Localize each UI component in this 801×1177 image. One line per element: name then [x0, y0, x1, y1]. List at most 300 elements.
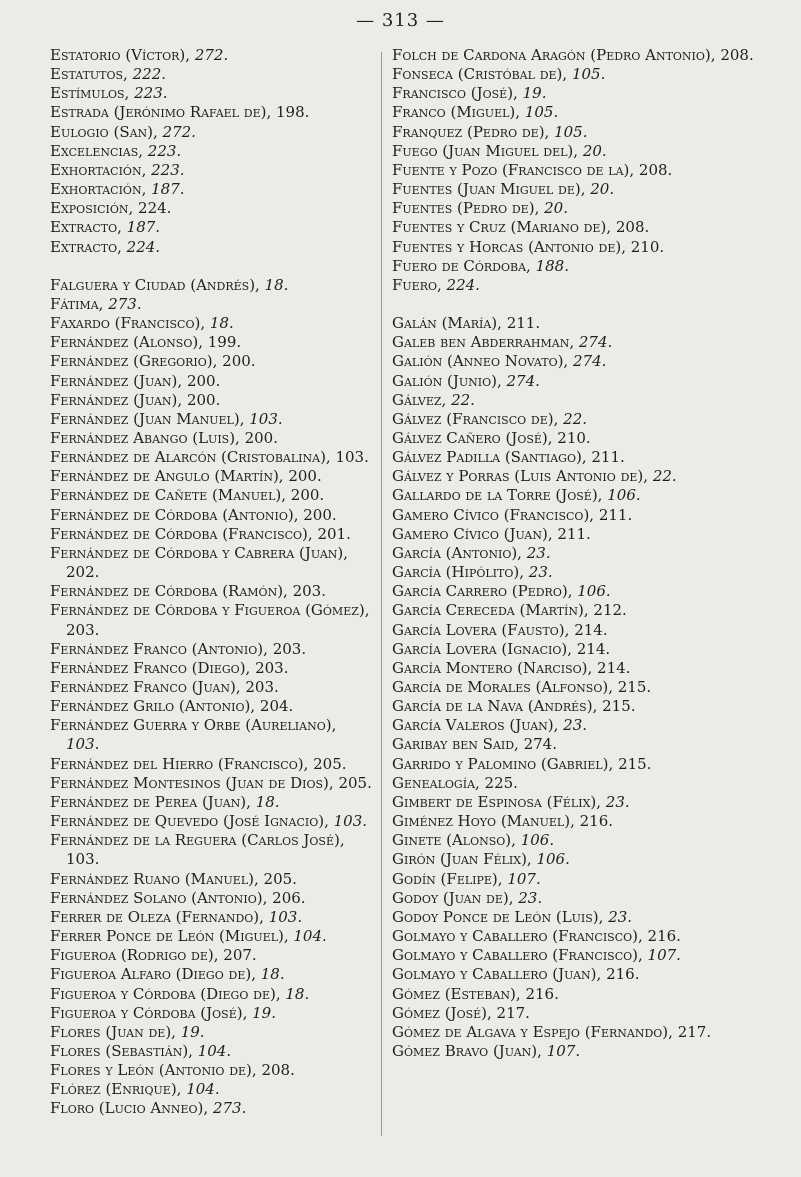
entry-heading: Godoy (Juan de),: [392, 888, 519, 907]
entry-heading: Fernández Guerra y Orbe (Aureliano),: [50, 716, 337, 735]
index-entry: [392, 621, 794, 640]
entry-page-reference: 200.: [303, 505, 337, 524]
entry-page-reference: 199.: [207, 333, 242, 352]
index-entry: [50, 870, 372, 889]
entry-heading: Fuero,: [392, 275, 447, 294]
entry-heading: García (Antonio),: [392, 543, 527, 562]
index-entry: [50, 1099, 372, 1118]
entry-heading: García Montero (Narciso),: [392, 658, 598, 677]
entry-page-reference: 224.: [126, 237, 161, 256]
index-entry: [50, 314, 372, 333]
entry-heading: Fernández Solano (Antonio),: [50, 888, 273, 907]
index-entry: [392, 601, 794, 620]
entry-heading: Gálvez Padilla (Santiago),: [392, 448, 592, 467]
entry-page-reference: 23.: [605, 792, 630, 811]
entry-page-reference: 198.: [276, 103, 310, 122]
entry-page-reference: 274.: [572, 352, 607, 371]
index-entry: [392, 640, 794, 659]
index-entry: [50, 448, 372, 467]
entry-page-reference: 208.: [638, 160, 673, 179]
entry-heading: Fernández (Gregorio),: [50, 352, 223, 371]
entry-heading: Fátima,: [50, 294, 109, 313]
entry-heading: Fonseca (Cristóbal de),: [392, 65, 572, 84]
index-entry: [50, 678, 372, 697]
index-column-right: [392, 46, 794, 1061]
entry-heading: Genealogía,: [392, 773, 485, 792]
index-entry: [50, 1023, 372, 1042]
index-entry: [50, 276, 372, 295]
entry-heading: Fernández de Quevedo (José Ignacio),: [50, 812, 334, 831]
index-entry: [50, 927, 372, 946]
index-entry: [50, 333, 372, 352]
index-entry: [50, 601, 372, 639]
entry-page-reference: 203.: [66, 620, 100, 639]
entry-page-reference: 205.: [338, 773, 372, 792]
entry-page-reference: 206.: [272, 888, 306, 907]
entry-heading: Extracto,: [50, 218, 127, 237]
index-entry: [392, 678, 794, 697]
index-entry: [392, 486, 794, 505]
entry-page-reference: 208.: [720, 46, 754, 64]
entry-page-reference: 107.: [647, 946, 681, 965]
entry-page-reference: 208.: [615, 218, 650, 237]
entry-heading: Fernández (Juan Manuel),: [50, 409, 250, 428]
entry-page-reference: 104.: [197, 1041, 232, 1060]
index-entry: [392, 889, 794, 908]
entry-heading: García Lovera (Fausto),: [392, 620, 575, 639]
index-entry: [392, 1023, 794, 1042]
entry-heading: García Lovera (Ignacio),: [392, 639, 577, 658]
index-entry: [50, 467, 372, 486]
entry-page-reference: 19.: [180, 1022, 205, 1041]
entry-page-reference: 203.: [292, 582, 326, 601]
entry-page-reference: 205.: [313, 754, 347, 773]
entry-heading: Fuero de Córdoba,: [392, 256, 536, 275]
entry-heading: Francisco (José),: [392, 84, 523, 103]
entry-page-reference: 203.: [245, 678, 279, 696]
index-entry: [392, 506, 794, 525]
entry-page-reference: 210.: [557, 428, 591, 447]
index-entry: [392, 659, 794, 678]
entry-page-reference: 106.: [607, 486, 641, 505]
entry-heading: Exposición,: [50, 199, 139, 218]
entry-page-reference: 272.: [162, 122, 196, 141]
index-entry: [392, 391, 794, 410]
entry-page-reference: 224.: [446, 275, 480, 294]
entry-page-reference: 22.: [563, 409, 588, 428]
index-entry: [392, 276, 794, 295]
index-entry: [50, 84, 372, 103]
entry-page-reference: 211.: [591, 448, 625, 467]
entry-heading: Fernández Grilo (Antonio),: [50, 697, 260, 716]
entry-page-reference: 212.: [593, 601, 627, 620]
entry-page-reference: 103.: [66, 850, 100, 869]
entry-page-reference: 216.: [647, 927, 681, 946]
index-entry: [50, 697, 372, 716]
entry-page-reference: 272.: [194, 46, 229, 64]
index-entry: [50, 582, 372, 601]
index-entry: [392, 985, 794, 1004]
entry-page-reference: 274.: [578, 333, 613, 352]
entry-heading: Fernández de Córdoba (Antonio),: [50, 505, 304, 524]
index-entry: [392, 257, 794, 276]
entry-page-reference: 274.: [523, 735, 557, 754]
entry-page-reference: 187.: [126, 218, 161, 237]
index-entry: [392, 544, 794, 563]
entry-page-reference: 18.: [260, 965, 285, 984]
index-entry: [50, 774, 372, 793]
entry-page-reference: 273.: [108, 294, 142, 313]
entry-heading: Galión (Anneo Novato),: [392, 352, 573, 371]
entry-heading: Fernández de Cañete (Manuel),: [50, 486, 291, 505]
index-entry: [50, 486, 372, 505]
index-entry: [50, 161, 372, 180]
entry-heading: Gallardo de la Torre (José),: [392, 486, 608, 505]
entry-heading: Golmayo y Caballero (Juan),: [392, 965, 607, 984]
index-entry: [50, 372, 372, 391]
entry-heading: Ferrer Ponce de León (Miguel),: [50, 927, 294, 946]
entry-heading: Flores (Sebastián),: [50, 1041, 198, 1060]
entry-page-reference: 214.: [574, 620, 608, 639]
index-entry: [392, 927, 794, 946]
entry-page-reference: 188.: [535, 256, 569, 275]
entry-page-reference: 103.: [333, 812, 368, 831]
index-entry: [50, 1061, 372, 1080]
entry-heading: Fernández (Juan),: [50, 371, 187, 390]
entry-heading: Flores (Juan de),: [50, 1022, 181, 1041]
entry-heading: Garrido y Palomino (Gabriel),: [392, 754, 619, 773]
entry-heading: Fernández Franco (Diego),: [50, 658, 256, 677]
entry-page-reference: 216.: [606, 965, 640, 984]
entry-page-reference: 23.: [563, 716, 588, 735]
index-entry: [50, 218, 372, 237]
entry-page-reference: 223.: [147, 141, 182, 160]
entry-page-reference: 104.: [186, 1080, 220, 1099]
entry-heading: Fernández (Alonso),: [50, 333, 208, 352]
entry-page-reference: 205.: [263, 869, 297, 888]
entry-heading: García de la Nava (Andrés),: [392, 697, 603, 716]
index-entry: [50, 908, 372, 927]
entry-page-reference: 200.: [186, 371, 221, 390]
entry-page-reference: 211.: [598, 505, 633, 524]
entry-page-reference: 103.: [66, 735, 100, 754]
index-entry: [392, 1004, 794, 1023]
index-entry: [50, 946, 372, 965]
section-gap: [50, 257, 372, 276]
index-entry: [50, 716, 372, 754]
page-number: — 313 —: [356, 10, 445, 31]
index-entry: [50, 889, 372, 908]
index-entry: [392, 467, 794, 486]
entry-heading: Galeb ben Abderrahman,: [392, 333, 579, 352]
entry-page-reference: 20.: [544, 199, 568, 218]
entry-heading: Galán (María),: [392, 314, 507, 333]
entry-heading: García Cereceda (Martín),: [392, 601, 594, 620]
entry-page-reference: 214.: [597, 658, 631, 677]
entry-page-reference: 215.: [617, 678, 652, 696]
index-entry: [50, 985, 372, 1004]
entry-heading: Giménez Hoyo (Manuel),: [392, 812, 580, 831]
entry-heading: Ferrer de Oleza (Fernando),: [50, 907, 269, 926]
entry-heading: Exhortación,: [50, 160, 152, 179]
entry-heading: Franquez (Pedro de),: [392, 122, 555, 141]
index-entry: [392, 218, 794, 237]
entry-page-reference: 223.: [134, 84, 168, 103]
entry-heading: García Valeros (Juan),: [392, 716, 564, 735]
index-entry: [50, 812, 372, 831]
entry-heading: Fernández Franco (Juan),: [50, 678, 246, 696]
entry-page-reference: 107.: [546, 1041, 581, 1060]
entry-page-reference: 103.: [249, 409, 283, 428]
entry-page-reference: 20.: [582, 141, 607, 160]
section-gap: [392, 295, 794, 314]
entry-page-reference: 103.: [335, 448, 369, 467]
entry-heading: Faxardo (Francisco),: [50, 314, 210, 333]
index-entry: [50, 46, 372, 65]
entry-page-reference: 106.: [520, 831, 555, 850]
entry-heading: Estrada (Jerónimo Rafael de),: [50, 103, 276, 122]
entry-heading: Fernández de Córdoba (Francisco),: [50, 524, 318, 543]
index-entry: [392, 65, 794, 84]
entry-heading: Gómez (José),: [392, 1003, 497, 1022]
entry-page-reference: 203.: [255, 658, 289, 677]
index-entry: [50, 180, 372, 199]
index-entry: [392, 525, 794, 544]
index-entry: [392, 161, 794, 180]
entry-heading: Fernández de Perea (Juan),: [50, 792, 256, 811]
entry-page-reference: 217.: [677, 1022, 712, 1041]
entry-page-reference: 105.: [554, 122, 588, 141]
entry-heading: Floro (Lucio Anneo),: [50, 1099, 213, 1118]
entry-page-reference: 23.: [528, 563, 553, 582]
entry-heading: García (Hipólito),: [392, 563, 529, 582]
index-entry: [50, 238, 372, 257]
entry-page-reference: 225.: [484, 773, 518, 792]
entry-page-reference: 273.: [212, 1099, 247, 1118]
entry-heading: Franco (Miguel),: [392, 103, 525, 122]
index-entry: [392, 46, 794, 65]
entry-heading: Ginete (Alonso),: [392, 831, 521, 850]
entry-heading: Gálvez Cañero (José),: [392, 428, 558, 447]
entry-heading: Godoy Ponce de León (Luis),: [392, 907, 609, 926]
index-entry: [392, 870, 794, 889]
index-entry: [50, 65, 372, 84]
entry-heading: Figueroa y Córdoba (Diego de),: [50, 984, 286, 1003]
index-entry: [392, 793, 794, 812]
entry-page-reference: 22.: [451, 390, 475, 409]
entry-heading: Fernández de Córdoba y Figueroa (Gómez),: [50, 601, 370, 620]
index-entry: [50, 640, 372, 659]
entry-page-reference: 202.: [66, 563, 100, 582]
index-entry: [50, 1080, 372, 1099]
entry-heading: Golmayo y Caballero (Francisco),: [392, 927, 648, 946]
entry-heading: Garibay ben Said,: [392, 735, 524, 754]
index-entry: [392, 103, 794, 122]
index-entry: [392, 697, 794, 716]
entry-page-reference: 105.: [524, 103, 559, 122]
entry-page-reference: 18.: [285, 984, 310, 1003]
index-entry: [392, 429, 794, 448]
entry-page-reference: 18.: [264, 275, 289, 294]
index-entry: [50, 544, 372, 582]
entry-page-reference: 23.: [526, 543, 551, 562]
index-entry: [392, 716, 794, 735]
entry-heading: García Carrero (Pedro),: [392, 582, 578, 601]
entry-heading: Fuente y Pozo (Francisco de la),: [392, 160, 639, 179]
entry-page-reference: 216.: [525, 984, 559, 1003]
entry-page-reference: 201.: [317, 524, 351, 543]
entry-heading: Fernández de Córdoba (Ramón),: [50, 582, 293, 601]
index-entry: [50, 103, 372, 122]
entry-page-reference: 105.: [571, 65, 606, 84]
entry-heading: Estatorio (Víctor),: [50, 46, 195, 64]
entry-heading: Flores y León (Antonio de),: [50, 1061, 262, 1080]
index-entry: [392, 582, 794, 601]
entry-heading: Flórez (Enrique),: [50, 1080, 187, 1099]
entry-heading: Girón (Juan Félix),: [392, 850, 537, 869]
entry-heading: Falguera y Ciudad (Andrés),: [50, 275, 265, 294]
entry-heading: Eulogio (San),: [50, 122, 163, 141]
index-entry: [50, 410, 372, 429]
entry-heading: Gálvez y Porras (Luis Antonio de),: [392, 467, 653, 486]
entry-heading: Estatutos,: [50, 65, 133, 84]
index-entry: [392, 812, 794, 831]
entry-page-reference: 211.: [557, 524, 591, 543]
entry-heading: Fuentes y Cruz (Mariano de),: [392, 218, 616, 237]
index-entry: [392, 199, 794, 218]
index-entry: [50, 965, 372, 984]
entry-page-reference: 210.: [630, 237, 665, 256]
index-entry: [50, 199, 372, 218]
entry-heading: Folch de Cardona Aragón (Pedro Antonio),: [392, 46, 721, 64]
entry-page-reference: 107.: [507, 869, 541, 888]
entry-heading: Estímulos,: [50, 84, 135, 103]
entry-page-reference: 200.: [244, 428, 278, 447]
entry-heading: Fuentes (Juan Miguel de),: [392, 180, 591, 199]
entry-page-reference: 200.: [288, 467, 322, 486]
index-entry: [392, 314, 794, 333]
entry-heading: Fernández de Angulo (Martín),: [50, 467, 289, 486]
entry-heading: Exhortación,: [50, 180, 152, 199]
entry-page-reference: 19.: [522, 84, 547, 103]
index-entry: [392, 774, 794, 793]
index-entry: [392, 965, 794, 984]
index-entry: [392, 735, 794, 754]
index-entry: [392, 180, 794, 199]
entry-page-reference: 22.: [652, 467, 677, 486]
entry-page-reference: 274.: [506, 371, 540, 390]
entry-page-reference: 215.: [618, 754, 652, 773]
entry-page-reference: 18.: [209, 314, 234, 333]
entry-heading: Fernández de Alarcón (Cristobalina),: [50, 448, 336, 467]
entry-heading: Fernández Montesinos (Juan de Dios),: [50, 773, 339, 792]
index-entry: [50, 755, 372, 774]
index-entry: [392, 563, 794, 582]
entry-heading: Gómez (Esteban),: [392, 984, 526, 1003]
entry-page-reference: 23.: [608, 907, 633, 926]
entry-page-reference: 223.: [151, 160, 185, 179]
index-entry: [392, 1042, 794, 1061]
entry-heading: Fernández Franco (Antonio),: [50, 639, 273, 658]
entry-heading: Fernández Abango (Luis),: [50, 428, 245, 447]
index-entry: [392, 850, 794, 869]
entry-heading: García de Morales (Alfonso),: [392, 678, 618, 696]
entry-page-reference: 200.: [186, 390, 221, 409]
entry-heading: Fuentes (Pedro de),: [392, 199, 545, 218]
entry-heading: Fernández (Juan),: [50, 390, 187, 409]
entry-page-reference: 208.: [261, 1061, 295, 1080]
entry-heading: Fernández del Hierro (Francisco),: [50, 754, 314, 773]
entry-heading: Golmayo y Caballero (Francisco),: [392, 946, 648, 965]
column-divider: [381, 52, 382, 1136]
index-entry: [392, 372, 794, 391]
entry-heading: Fuego (Juan Miguel del),: [392, 141, 583, 160]
index-entry: [50, 429, 372, 448]
index-entry: [392, 352, 794, 371]
entry-heading: Fernández Ruano (Manuel),: [50, 869, 264, 888]
index-entry: [50, 525, 372, 544]
index-entry: [392, 84, 794, 103]
entry-page-reference: 207.: [223, 946, 257, 965]
index-entry: [392, 333, 794, 352]
index-entry: [392, 410, 794, 429]
entry-page-reference: 217.: [496, 1003, 530, 1022]
entry-heading: Excelencias,: [50, 141, 148, 160]
entry-heading: Extracto,: [50, 237, 127, 256]
index-entry: [50, 659, 372, 678]
index-column-left: [50, 46, 372, 1119]
entry-page-reference: 104.: [293, 927, 327, 946]
index-entry: [392, 946, 794, 965]
entry-page-reference: 106.: [536, 850, 570, 869]
entry-page-reference: 106.: [577, 582, 611, 601]
index-entry: [392, 908, 794, 927]
entry-heading: Galión (Junio),: [392, 371, 507, 390]
entry-heading: Fernández de la Reguera (Carlos José),: [50, 831, 345, 850]
entry-heading: Figueroa Alfaro (Diego de),: [50, 965, 261, 984]
entry-heading: Gálvez (Francisco de),: [392, 409, 564, 428]
index-entry: [50, 352, 372, 371]
entry-page-reference: 216.: [579, 812, 614, 831]
entry-heading: Gómez Bravo (Juan),: [392, 1041, 547, 1060]
entry-page-reference: 215.: [602, 697, 636, 716]
entry-page-reference: 200.: [290, 486, 325, 505]
entry-heading: Gamero Cívico (Juan),: [392, 524, 558, 543]
index-entry: [392, 831, 794, 850]
index-entry: [50, 391, 372, 410]
entry-heading: Gálvez,: [392, 390, 452, 409]
entry-page-reference: 204.: [259, 697, 294, 716]
entry-page-reference: 203.: [272, 639, 307, 658]
entry-page-reference: 103.: [268, 907, 303, 926]
index-entry: [392, 448, 794, 467]
entry-page-reference: 200.: [222, 352, 256, 371]
entry-heading: Fernández de Córdoba y Cabrera (Juan),: [50, 543, 349, 562]
entry-heading: Gamero Cívico (Francisco),: [392, 505, 599, 524]
entry-page-reference: 211.: [506, 314, 541, 333]
entry-heading: Gimbert de Espinosa (Félix),: [392, 792, 606, 811]
index-entry: [50, 123, 372, 142]
index-entry: [50, 1004, 372, 1023]
entry-heading: Gómez de Algava y Espejo (Fernando),: [392, 1022, 678, 1041]
entry-page-reference: 20.: [590, 180, 615, 199]
entry-heading: Godín (Felipe),: [392, 869, 508, 888]
index-entry: [50, 142, 372, 161]
entry-page-reference: 23.: [518, 888, 543, 907]
index-entry: [50, 295, 372, 314]
entry-page-reference: 222.: [132, 65, 167, 84]
entry-page-reference: 18.: [255, 792, 280, 811]
